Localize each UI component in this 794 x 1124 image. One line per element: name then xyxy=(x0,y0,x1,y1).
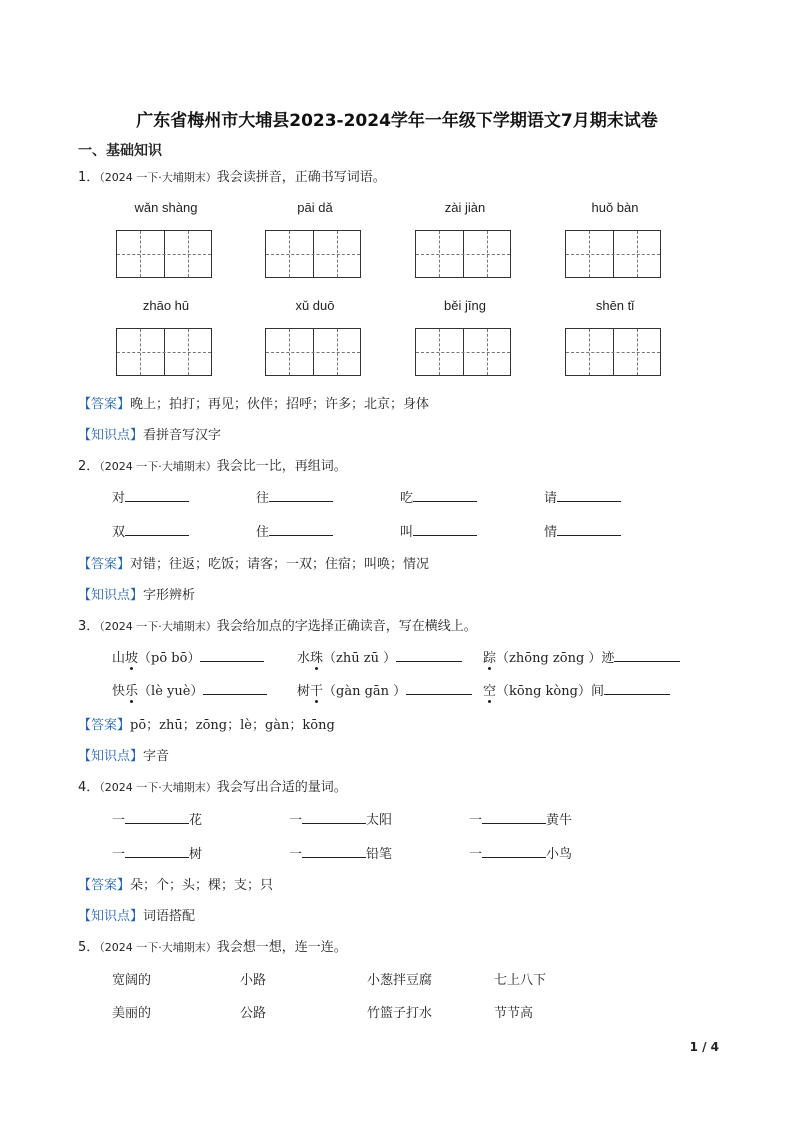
item-text: 一 xyxy=(469,847,483,862)
matching-item[interactable]: 小葱拌豆腐 xyxy=(367,973,433,988)
question-source: （2024 一下·大埔期末） xyxy=(99,620,217,633)
character: 住 xyxy=(256,525,270,540)
dotted-character: 踪 xyxy=(483,647,496,666)
character: 吃 xyxy=(400,491,414,506)
matching-item[interactable]: 宽阔的 xyxy=(112,973,152,988)
pronunciation-item xyxy=(483,680,670,699)
question-source: （2024 一下·大埔期末） xyxy=(99,460,217,473)
question-5 xyxy=(78,936,347,955)
pinyin-options: （zhū zū ） xyxy=(323,651,397,666)
character: 往 xyxy=(256,491,270,506)
measure-word-item xyxy=(469,809,572,828)
item-text: 间 xyxy=(590,684,604,699)
item-text: 一 xyxy=(112,847,126,862)
answer-tag: 【答案】 xyxy=(78,557,131,572)
character: 情 xyxy=(544,525,558,540)
pronunciation-item xyxy=(112,680,267,699)
matching-item[interactable]: 公路 xyxy=(240,1006,267,1021)
answer-blank[interactable] xyxy=(269,523,333,536)
knowledge-point-tag: 【知识点】 xyxy=(78,909,144,924)
item-text: 一 xyxy=(112,813,126,828)
dotted-character: 珠 xyxy=(310,647,323,666)
character: 对 xyxy=(112,491,126,506)
pinyin-options: （gàn gān ） xyxy=(323,684,407,699)
answer-blank[interactable] xyxy=(604,682,670,695)
question-4 xyxy=(78,776,347,795)
item-noun: 小鸟 xyxy=(546,847,573,862)
answer-blank[interactable] xyxy=(125,489,189,502)
tianzige-grid[interactable] xyxy=(265,230,361,278)
tianzige-grid[interactable] xyxy=(415,328,511,376)
pinyin-options: （zhōng zōng ） xyxy=(496,651,602,666)
page-indicator: 1 / 4 xyxy=(689,1040,719,1054)
dotted-character: 坡 xyxy=(125,647,138,666)
item-noun: 黄牛 xyxy=(546,813,573,828)
answer-blank[interactable] xyxy=(557,523,621,536)
pinyin-label: pāi dǎ xyxy=(297,200,333,215)
answer-line xyxy=(78,553,429,572)
pinyin-label: wǎn shàng xyxy=(134,200,198,215)
question-number: 3． xyxy=(78,619,100,634)
matching-item[interactable]: 竹篮子打水 xyxy=(367,1006,433,1021)
compare-item xyxy=(400,521,477,540)
answer-blank[interactable] xyxy=(413,489,477,502)
question-3 xyxy=(78,615,477,634)
tianzige-grid[interactable] xyxy=(116,230,212,278)
knowledge-point-text: 字形辨析 xyxy=(143,588,196,603)
compare-item xyxy=(256,487,333,506)
pinyin-label: zhāo hū xyxy=(142,298,190,313)
measure-word-item xyxy=(112,809,202,828)
question-prompt: 我会读拼音，正确书写词语。 xyxy=(216,170,386,185)
answer-text: 晚上；拍打；再见；伙伴；招呼；许多；北京；身体 xyxy=(130,397,430,412)
question-1 xyxy=(78,166,386,185)
answer-blank[interactable] xyxy=(557,489,621,502)
dotted-character: 干 xyxy=(310,680,323,699)
knowledge-point-text: 看拼音写汉字 xyxy=(143,428,222,443)
tianzige-grid[interactable] xyxy=(415,230,511,278)
answer-blank[interactable] xyxy=(125,811,189,824)
question-2 xyxy=(78,455,347,474)
item-noun: 铅笔 xyxy=(366,847,393,862)
answer-blank[interactable] xyxy=(203,682,267,695)
item-text: 水 xyxy=(297,651,311,666)
matching-item[interactable]: 节节高 xyxy=(494,1006,534,1021)
measure-word-item xyxy=(469,843,572,862)
knowledge-point-tag: 【知识点】 xyxy=(78,588,144,603)
answer-line xyxy=(78,874,273,893)
answer-line xyxy=(78,714,335,733)
answer-text: 对错；往返；吃饭；请客；一双；住宿；叫唤；情况 xyxy=(130,557,430,572)
answer-tag: 【答案】 xyxy=(78,878,131,893)
section-heading: 一、基础知识 xyxy=(78,143,162,159)
measure-word-item xyxy=(289,843,392,862)
item-noun: 花 xyxy=(189,813,203,828)
pronunciation-item xyxy=(483,647,680,666)
pinyin-options: （lè yuè） xyxy=(138,684,204,699)
answer-blank[interactable] xyxy=(200,649,264,662)
matching-item[interactable]: 小路 xyxy=(240,973,267,988)
question-number: 1． xyxy=(78,170,100,185)
question-number: 2． xyxy=(78,459,100,474)
question-prompt: 我会想一想，连一连。 xyxy=(216,940,347,955)
compare-item xyxy=(400,487,477,506)
answer-blank[interactable] xyxy=(482,845,546,858)
question-prompt: 我会比一比，再组词。 xyxy=(216,459,347,474)
item-noun: 树 xyxy=(189,847,203,862)
pinyin-options: （kōng kòng） xyxy=(496,684,591,699)
answer-blank[interactable] xyxy=(614,649,680,662)
dotted-character: 空 xyxy=(483,680,496,699)
answer-blank[interactable] xyxy=(269,489,333,502)
answer-blank[interactable] xyxy=(482,811,546,824)
knowledge-point-line xyxy=(78,424,221,443)
question-prompt: 我会给加点的字选择正确读音，写在横线上。 xyxy=(216,619,477,634)
tianzige-grid[interactable] xyxy=(565,328,661,376)
item-text: 一 xyxy=(469,813,483,828)
document-title: 广东省梅州市大埔县2023-2024学年一年级下学期语文7月期末试卷 xyxy=(136,111,658,131)
pinyin-label: zài jiàn xyxy=(444,200,486,215)
compare-item xyxy=(544,521,621,540)
compare-item xyxy=(544,487,621,506)
pronunciation-item xyxy=(297,647,462,666)
character: 请 xyxy=(544,491,558,506)
pinyin-label: shēn tǐ xyxy=(595,298,635,313)
measure-word-item xyxy=(112,843,202,862)
knowledge-point-line xyxy=(78,745,169,764)
answer-blank[interactable] xyxy=(302,811,366,824)
answer-tag: 【答案】 xyxy=(78,397,131,412)
item-text: 迹 xyxy=(601,651,615,666)
answer-text: pō；zhū；zōng；lè；gàn；kōng xyxy=(130,718,335,733)
pinyin-options: （pō bō） xyxy=(138,651,201,666)
item-text: 树 xyxy=(297,684,311,699)
measure-word-item xyxy=(289,809,392,828)
answer-text: 朵；个；头；棵；支；只 xyxy=(130,878,274,893)
knowledge-point-tag: 【知识点】 xyxy=(78,749,144,764)
pinyin-label: huǒ bàn xyxy=(591,200,639,215)
compare-item xyxy=(256,521,333,540)
pronunciation-item xyxy=(112,647,264,666)
question-source: （2024 一下·大埔期末） xyxy=(99,941,217,954)
compare-item xyxy=(112,487,189,506)
answer-tag: 【答案】 xyxy=(78,718,131,733)
knowledge-point-text: 字音 xyxy=(143,749,170,764)
item-text: 一 xyxy=(289,813,303,828)
matching-item[interactable]: 七上八下 xyxy=(494,973,547,988)
knowledge-point-line xyxy=(78,584,195,603)
answer-blank[interactable] xyxy=(413,523,477,536)
item-text: 快 xyxy=(112,684,126,699)
answer-blank[interactable] xyxy=(125,523,189,536)
compare-item xyxy=(112,521,189,540)
item-noun: 太阳 xyxy=(366,813,393,828)
dotted-character: 乐 xyxy=(125,680,138,699)
tianzige-grid[interactable] xyxy=(565,230,661,278)
tianzige-grid[interactable] xyxy=(265,328,361,376)
character: 双 xyxy=(112,525,126,540)
knowledge-point-text: 词语搭配 xyxy=(143,909,196,924)
knowledge-point-tag: 【知识点】 xyxy=(78,428,144,443)
question-source: （2024 一下·大埔期末） xyxy=(99,171,217,184)
answer-blank[interactable] xyxy=(396,649,462,662)
item-text: 一 xyxy=(289,847,303,862)
item-text: 山 xyxy=(112,651,126,666)
knowledge-point-line xyxy=(78,905,195,924)
pronunciation-item xyxy=(297,680,472,699)
matching-item[interactable]: 美丽的 xyxy=(112,1006,152,1021)
answer-line xyxy=(78,393,429,412)
answer-blank[interactable] xyxy=(302,845,366,858)
character: 叫 xyxy=(400,525,414,540)
answer-blank[interactable] xyxy=(125,845,189,858)
question-prompt: 我会写出合适的量词。 xyxy=(216,780,347,795)
pinyin-label: běi jīng xyxy=(444,298,486,313)
question-number: 4． xyxy=(78,780,100,795)
question-source: （2024 一下·大埔期末） xyxy=(99,781,217,794)
tianzige-grid[interactable] xyxy=(116,328,212,376)
pinyin-label: xǔ duō xyxy=(295,298,335,313)
question-number: 5． xyxy=(78,940,100,955)
answer-blank[interactable] xyxy=(406,682,472,695)
